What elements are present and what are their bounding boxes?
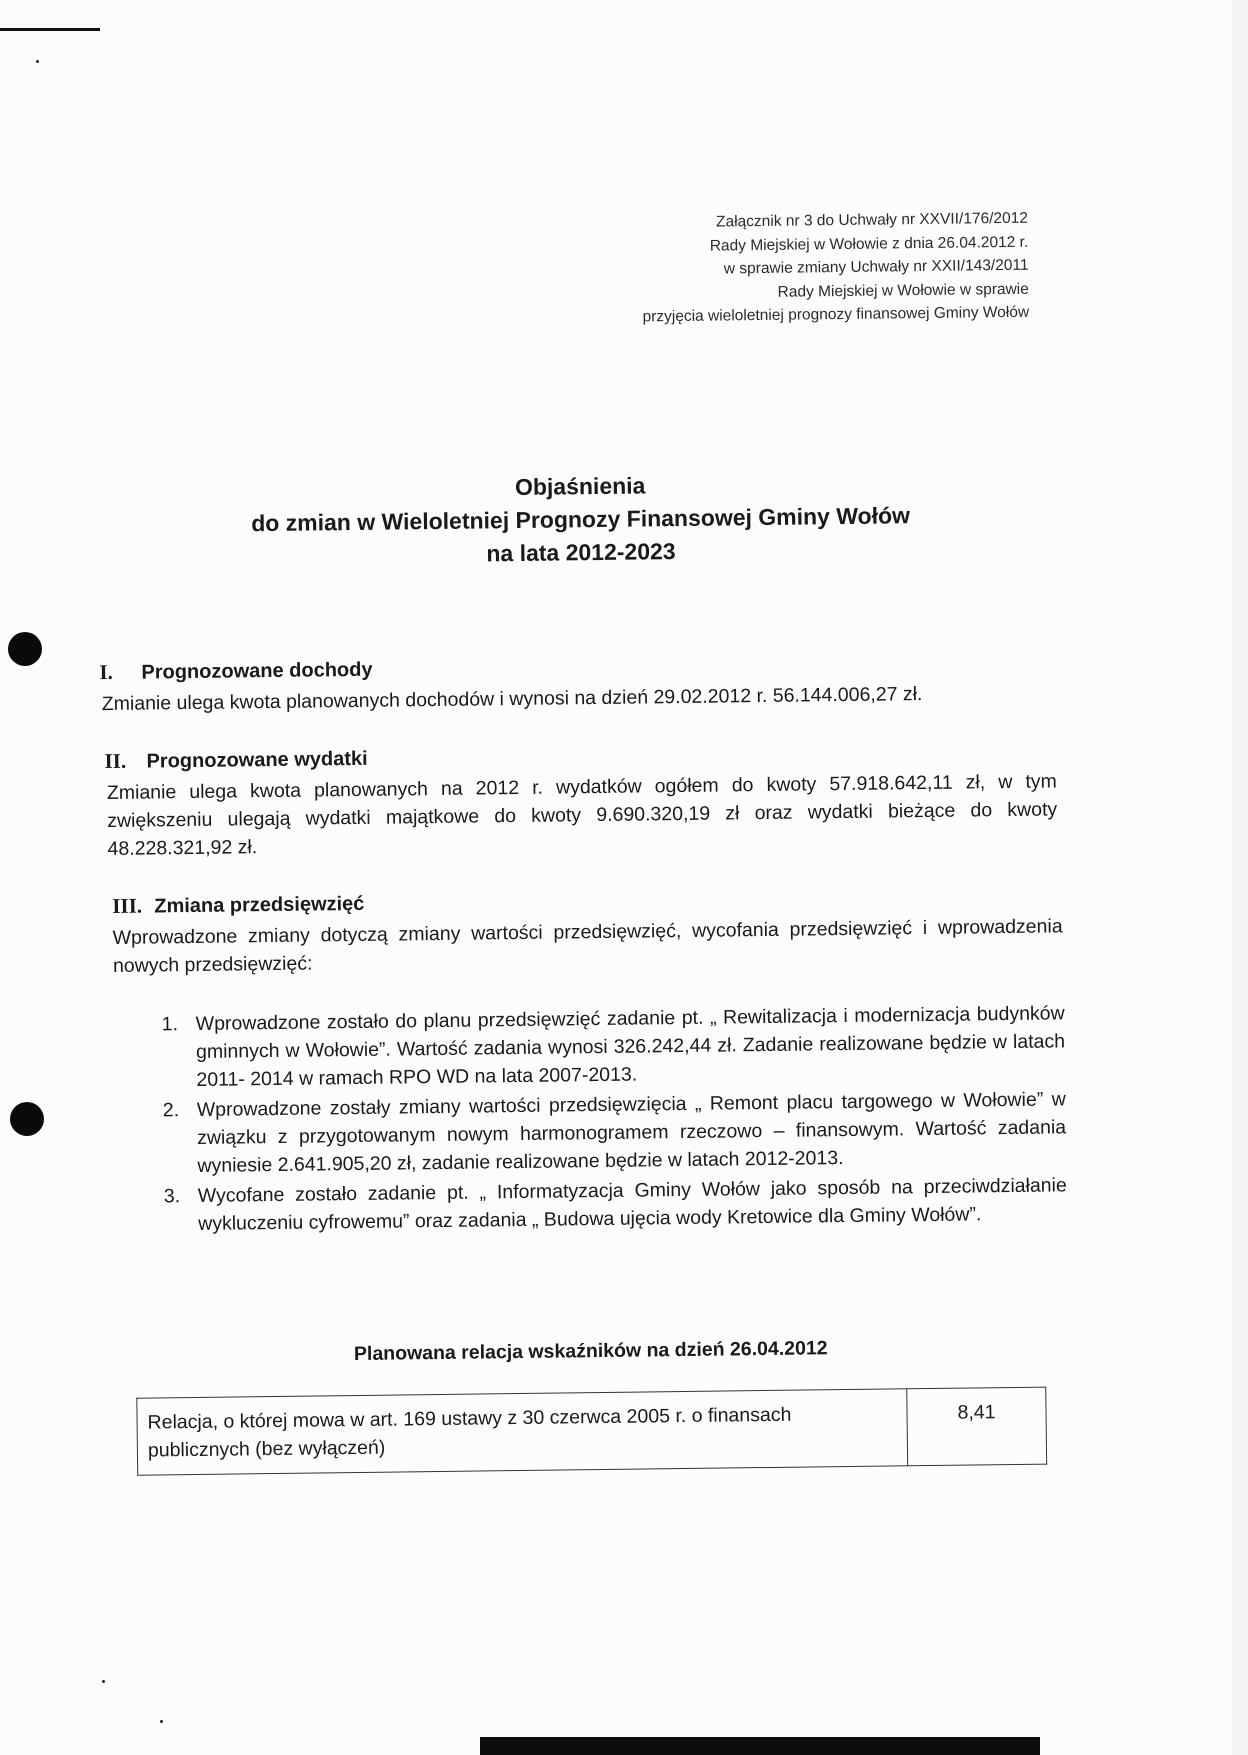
section-heading-income [99, 657, 372, 685]
section-text-income: Zmianie ulega kwota planowanych dochodów i wynosi na dzień 29.02.2012 r. 56.144.006,27 zł. [101, 683, 923, 716]
list-item [151, 1085, 1067, 1180]
document-title [145, 465, 1016, 575]
table-row [137, 1387, 1047, 1475]
attachment-line: Rady Miejskiej w Wołowie w sprawie [777, 280, 1029, 301]
list-item-text: Wycofane zostało zadanie pt. „ Informatyzacja Gminy Wołów jako sposób na przeciwdziałanie wykluczeniu cyfrowemu” oraz zadania „ Budowa ujęcia wody Kretowice dla Gminy Wołów”. [197, 1174, 1067, 1235]
title-line: do zmian w Wieloletniej Prognozy Finansowej Gminy Wołów [251, 502, 911, 537]
section-number: II. [104, 748, 127, 774]
list-marker: 3. [163, 1185, 181, 1208]
section-number: I. [99, 659, 114, 685]
indicator-label-cell: Relacja, o której mowa w art. 169 ustawy z 30 czerwca 2005 r. o finansach publicznych (bez wyłączeń) [137, 1389, 908, 1475]
section-text-projects: Wprowadzone zmiany dotyczą zmiany wartości przedsięwzięć, wycofania przedsięwzięć i wprowadzenia nowych przedsięwzięć: [112, 915, 1063, 977]
attachment-line: Rady Miejskiej w Wołowie z dnia 26.04.2012 r. [709, 233, 1029, 255]
attachment-header [532, 207, 1029, 331]
attachment-line: Załącznik nr 3 do Uchwały nr XXVII/176/2012 [715, 209, 1029, 231]
indicators-table [136, 1387, 1047, 1476]
title-line: Objaśnienia [514, 472, 646, 501]
section-title: Zmiana przedsięwzięć [154, 892, 365, 918]
title-line: na lata 2012-2023 [486, 538, 676, 567]
list-item-text: Wprowadzone zostało do planu przedsięwzięć zadanie pt. „ Rewitalizacja i modernizacja budynków gminnych w Wołowie”. Wartość zadania wynosi 326.242,44 zł. Zadanie realizowane będzie w latach 2011- 2014 w ramach RPO WD na lata 2007-2013. [195, 1002, 1066, 1091]
project-list [150, 999, 1068, 1240]
indicators-caption: Planowana relacja wskaźników na dzień 26.04.2012 [353, 1337, 828, 1366]
list-marker: 1. [161, 1013, 179, 1036]
attachment-line: w sprawie zmiany Uchwały nr XXII/143/2011 [723, 256, 1029, 278]
section-heading-projects [112, 891, 364, 919]
section-text-expenses: Zmianie ulega kwota planowanych na 2012 r. wydatków ogółem do kwoty 57.918.642,11 zł, w tym zwiększeniu ulegają wydatki majątkowe do kwoty 9.690.320,19 zł oraz wydatki bieżące do kwoty 48.228.321,92 zł. [106, 770, 1058, 861]
section-number: III. [112, 893, 143, 918]
list-item [150, 999, 1066, 1094]
section-title: Prognozowane dochody [141, 658, 373, 684]
list-marker: 2. [162, 1099, 180, 1122]
list-item [152, 1171, 1068, 1238]
list-item-text: Wprowadzone zostały zmiany wartości przedsięwzięcia „ Remont placu targowego w Wołowie” w związku z przygotowanym nowym harmonogramem rzeczowo – finansowym. Wartość zadania wyniesie 2.641.905,20 zł, zadanie realizowane będzie w latach 2012-2013. [196, 1088, 1067, 1177]
attachment-line: przyjęcia wieloletniej prognozy finansowej Gminy Wołów [642, 303, 1030, 326]
indicator-value-cell: 8,41 [907, 1387, 1047, 1466]
section-heading-expenses [104, 746, 367, 774]
section-title: Prognozowane wydatki [146, 747, 368, 773]
